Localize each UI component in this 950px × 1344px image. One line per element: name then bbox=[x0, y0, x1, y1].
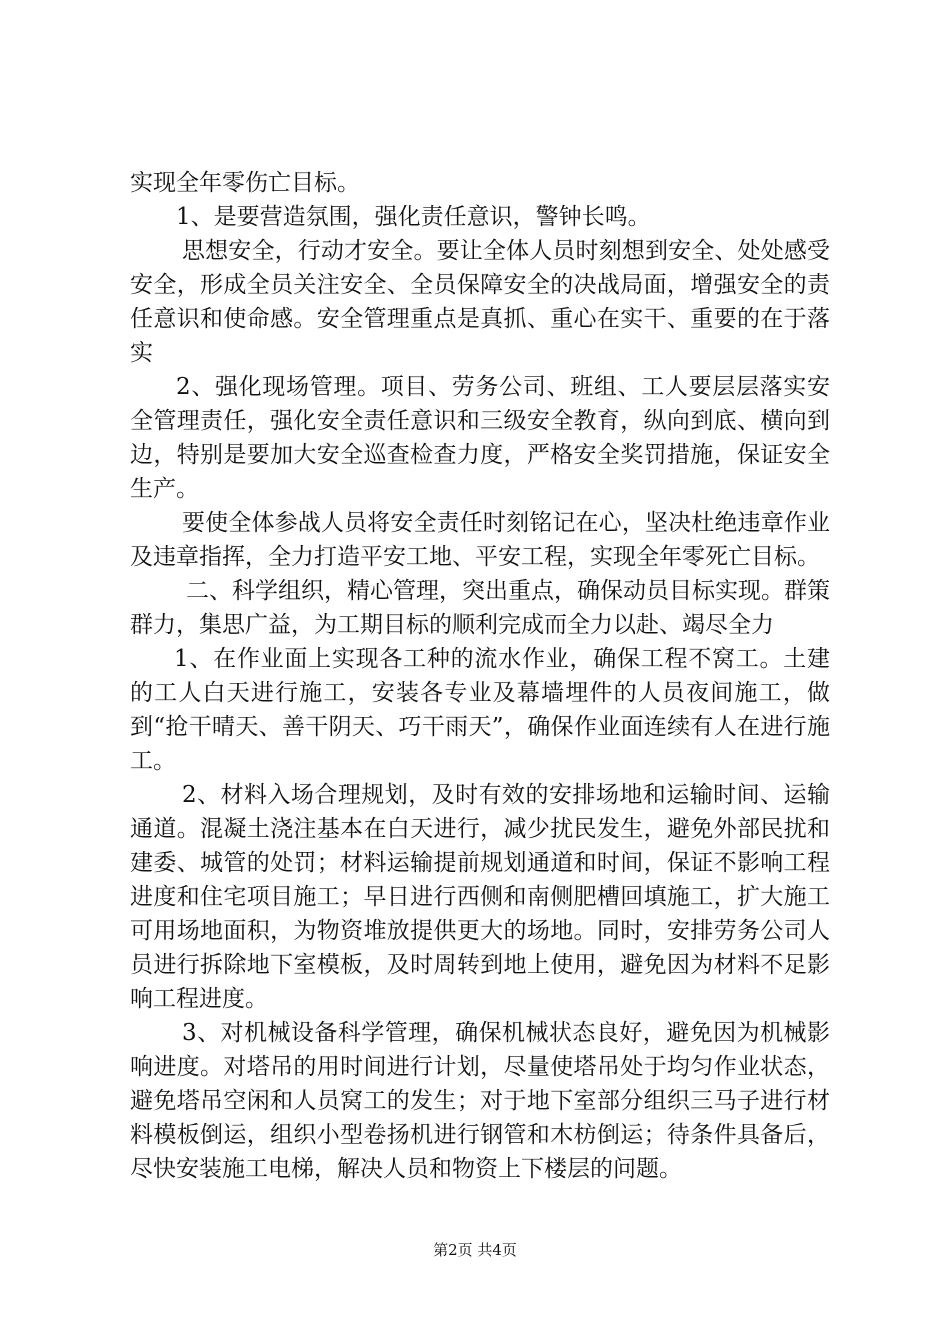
paragraph-zero-death-goal: 要使全体参战人员将安全责任时刻铭记在心，坚决杜绝违章作业及违章指挥，全力打造平安工地、平安工程，实现全年零死亡目标。 bbox=[130, 510, 830, 570]
page-footer bbox=[0, 1240, 950, 1260]
paragraph-item-2-materials: 2、材料入场合理规划，及时有效的安排场地和运输时间、运输通道。混凝土浇注基本在白天进行，减少扰民发生，避免外部民扰和建委、城管的处罚；材料运输提前规划通道和时间，保证不影响工程进度和住宅项目施工；早日进行西侧和南侧肥槽回填施工，扩大施工可用场地面积，为物资堆放提供更大的场地。同时，安排劳务公司人员进行拆除地下室模板，及时周转到地上使用，避免因为材料不足影响工程进度。 bbox=[130, 782, 830, 1012]
page-number: 第2页 共4页 bbox=[433, 1241, 517, 1259]
paragraph-item-1-flow-work: 1、在作业面上实现各工种的流水作业，确保工程不窝工。土建的工人白天进行施工，安装各专业及幕墙埋件的人员夜间施工，做到“抢干晴天、善干阴天、巧干雨天”，确保作业面连续有人在进行施工。 bbox=[130, 646, 830, 774]
document-body bbox=[130, 166, 830, 1186]
paragraph-section-2-heading: 二、科学组织，精心管理，突出重点，确保动员目标实现。群策群力，集思广益，为工期目标的顺利完成而全力以赴、竭尽全力 bbox=[130, 578, 830, 638]
paragraph-item-1-atmosphere: 1、是要营造氛围，强化责任意识，警钟长鸣。 bbox=[176, 204, 651, 230]
paragraph-intro-ending: 实现全年零伤亡目标。 bbox=[130, 170, 360, 196]
paragraph-safety-mindset: 思想安全，行动才安全。要让全体人员时刻想到安全、处处感受安全，形成全员关注安全、全员保障安全的决战局面，增强安全的责任意识和使命感。安全管理重点是真抓、重心在实干、重要的在于落实 bbox=[130, 238, 830, 366]
paragraph-item-3-machinery: 3、对机械设备科学管理，确保机械状态良好，避免因为机械影响进度。对塔吊的用时间进行计划，尽量使塔吊处于均匀作业状态，避免塔吊空闲和人员窝工的发生；对于地下室部分组织三马子进行材料模板倒运，组织小型卷扬机进行钢管和木枋倒运；待条件具备后，尽快安装施工电梯，解决人员和物资上下楼层的问题。 bbox=[130, 1020, 830, 1182]
paragraph-item-2-site-management: 2、强化现场管理。项目、劳务公司、班组、工人要层层落实安全管理责任，强化安全责任意识和三级安全教育，纵向到底、横向到边，特别是要加大安全巡查检查力度，严格安全奖罚措施，保证安全生产。 bbox=[130, 374, 830, 502]
